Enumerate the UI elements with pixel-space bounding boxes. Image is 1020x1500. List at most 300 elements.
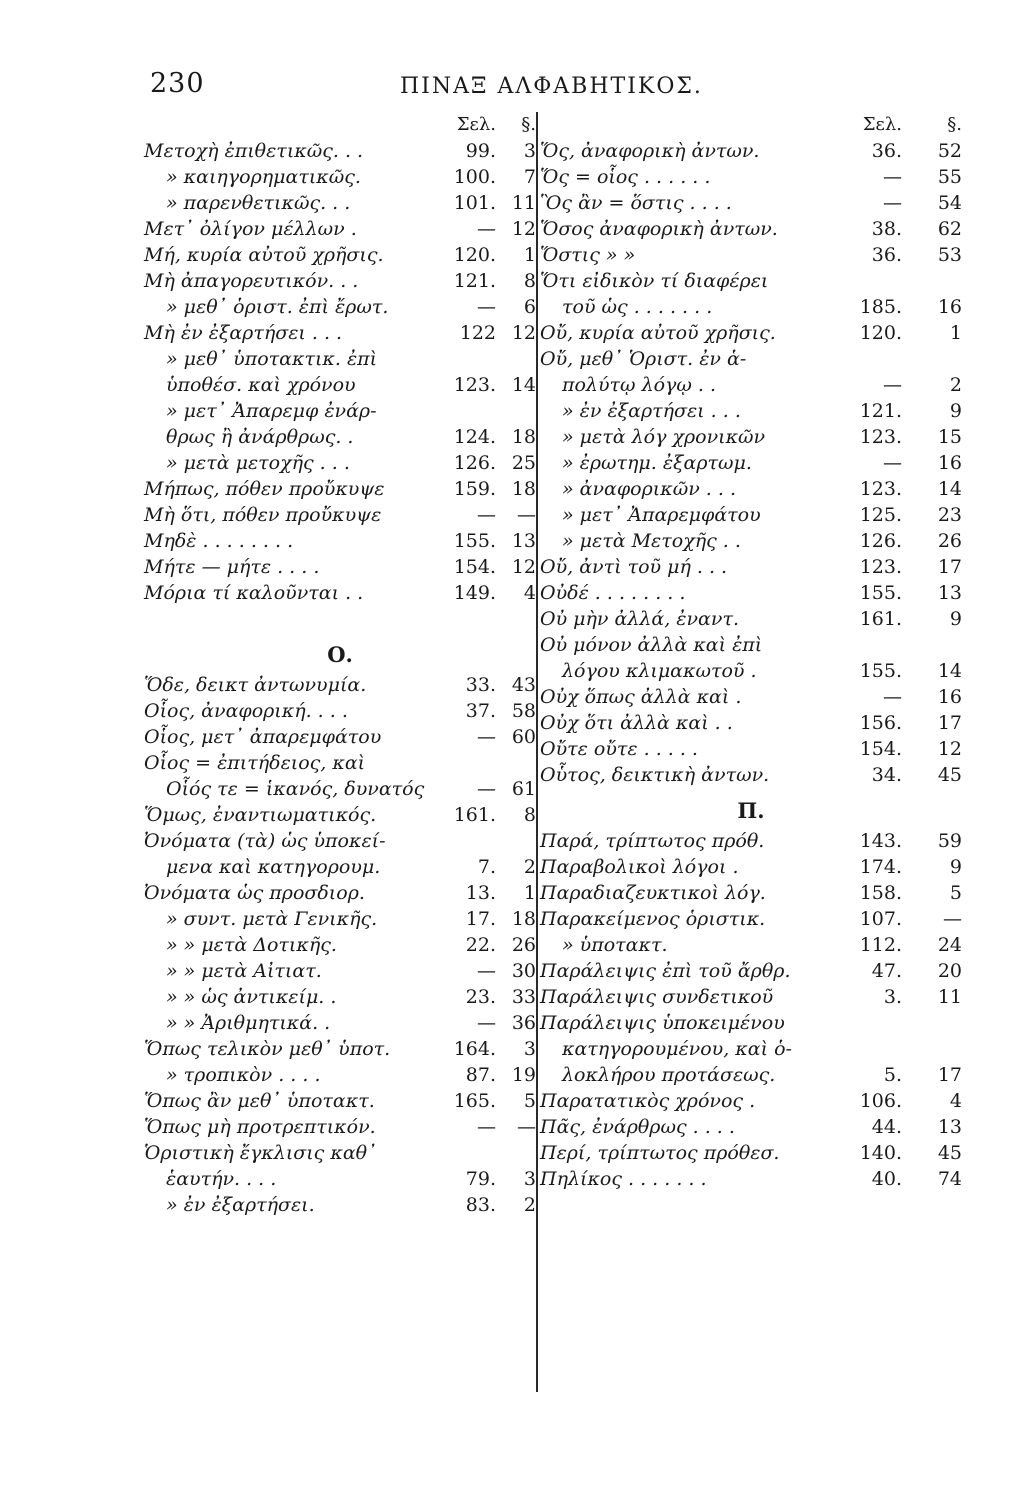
entry-section: 20 <box>937 960 962 982</box>
entry-term: » μετ᾽ Ἀπαρεμφάτου <box>562 504 761 526</box>
entry-section: 9 <box>949 608 962 630</box>
entry-term: Μήπως, πόθεν προὔκυψε <box>144 478 385 500</box>
entry-term: Μὴ ὅτι, πόθεν προὔκυψε <box>144 504 382 526</box>
entry-section: 11 <box>511 192 536 214</box>
index-entry <box>540 580 962 606</box>
entry-term: Μετ᾽ ὀλίγον μέλλων . <box>144 218 357 240</box>
entry-section: 16 <box>937 452 962 474</box>
entry-page: 34. <box>871 764 902 786</box>
entry-section: — <box>517 1116 536 1138</box>
index-entry <box>144 776 536 802</box>
entry-section: 3 <box>523 140 536 162</box>
entry-term: Οὗτος, δεικτικὴ ἀντων. <box>540 764 770 786</box>
entry-page: 106. <box>859 1090 902 1112</box>
entry-page: 121. <box>859 400 902 422</box>
entry-term: Παρατατικὸς χρόνος . <box>540 1090 756 1112</box>
entry-page: 156. <box>859 712 902 734</box>
entry-section: 17 <box>937 556 962 578</box>
index-entry <box>144 1036 536 1062</box>
entry-section: 13 <box>511 530 536 552</box>
entry-section: 36 <box>511 1012 536 1034</box>
entry-term: » τροπικὸν . . . . <box>166 1064 321 1086</box>
entry-page: — <box>477 1012 496 1034</box>
index-entry <box>540 1140 962 1166</box>
entry-term: Παρά, τρίπτωτος πρόθ. <box>540 830 765 852</box>
index-entry <box>540 1036 962 1062</box>
entry-section: 61 <box>511 778 536 800</box>
index-entry <box>540 906 962 932</box>
entry-term: Οἷος, ἀναφορική. . . . <box>144 700 348 722</box>
entry-term: » μετὰ μετοχῆς . . . <box>166 452 350 474</box>
entry-term: » ἐν ἐξαρτήσει . . . <box>562 400 741 422</box>
entry-term: Οἷος, μετ᾽ ἀπαρεμφάτου <box>144 726 382 748</box>
index-entry <box>540 320 962 346</box>
entry-term: Μὴ ἀπαγορευτικόν. . . <box>144 270 359 292</box>
index-entry <box>540 398 962 424</box>
entry-page: — <box>883 374 902 396</box>
index-entry <box>540 1114 962 1140</box>
entry-term: Πᾶς, ἐνάρθρως . . . . <box>540 1116 735 1138</box>
entry-page: 124. <box>453 426 496 448</box>
entry-term: Περί, τρίπτωτος πρόθεσ. <box>540 1142 780 1164</box>
index-entry <box>144 580 536 606</box>
index-entry <box>144 1114 536 1140</box>
entry-page: 123. <box>859 556 902 578</box>
entry-term: » μετ᾽ Ἀπαρεμφ ἐνάρ- <box>166 400 377 422</box>
entry-page: 161. <box>453 804 496 826</box>
entry-page: 122 <box>459 322 496 344</box>
entry-page: — <box>477 1116 496 1138</box>
page-column-label: Σελ. <box>456 114 496 135</box>
index-entry <box>144 672 536 698</box>
entry-section: 55 <box>937 166 962 188</box>
entry-term: Οὐχ ὅτι ἀλλὰ καὶ . . <box>540 712 733 734</box>
entry-page: — <box>883 166 902 188</box>
index-entry <box>144 828 536 854</box>
entry-page: 7. <box>477 856 496 878</box>
entry-section: 6 <box>523 296 536 318</box>
entry-term: μενα καὶ κατηγορουμ. <box>166 856 381 878</box>
index-entry <box>540 854 962 880</box>
index-entry <box>144 932 536 958</box>
index-entry <box>540 372 962 398</box>
page-number: 230 <box>150 68 205 99</box>
index-entry <box>144 958 536 984</box>
entry-section: 12 <box>511 322 536 344</box>
entry-term: » συντ. μετὰ Γενικῆς. <box>166 908 378 930</box>
entry-section: 11 <box>937 986 962 1008</box>
entry-section: 15 <box>937 426 962 448</box>
letter-heading: Ο. <box>327 642 353 667</box>
index-entry <box>144 984 536 1010</box>
entry-page: 154. <box>453 556 496 578</box>
entry-term: Μή, κυρία αὐτοῦ χρῆσις. <box>144 244 384 266</box>
entry-page: 107. <box>859 908 902 930</box>
entry-term: κατηγορουμένου, καὶ ὁ- <box>562 1038 792 1060</box>
entry-section: 45 <box>937 1142 962 1164</box>
entry-term: Παράλειψις ὑποκειμένου <box>540 1012 785 1034</box>
entry-term: Οὔ, ἀντὶ τοῦ μή . . . <box>540 556 728 578</box>
index-entry <box>540 880 962 906</box>
entry-section: 74 <box>937 1168 962 1190</box>
entry-page: 37. <box>465 700 496 722</box>
index-entry <box>144 1088 536 1114</box>
entry-term: » παρενθετικῶς. . . <box>166 192 351 214</box>
entry-term: » μεθ᾽ ὑποτακτικ. ἐπὶ <box>166 348 378 370</box>
entry-page: — <box>477 960 496 982</box>
entry-page: 125. <box>859 504 902 526</box>
index-entry <box>540 268 962 294</box>
entry-term: τοῦ ὡς . . . . . . . <box>562 296 713 318</box>
entry-page: 87. <box>465 1064 496 1086</box>
entry-section: 60 <box>511 726 536 748</box>
letter-heading: Π. <box>737 798 765 823</box>
entry-section: — <box>943 908 962 930</box>
entry-section: 17 <box>937 1064 962 1086</box>
entry-page: 13. <box>465 882 496 904</box>
entry-page: 155. <box>453 530 496 552</box>
index-entry <box>144 450 536 476</box>
entry-term: Ὅμως, ἐναντιωματικός. <box>144 804 377 826</box>
entry-term: Ὁριστικὴ ἔγκλισις καθ᾽ <box>144 1142 377 1164</box>
entry-section: 17 <box>937 712 962 734</box>
index-entry <box>540 528 962 554</box>
index-entry <box>540 294 962 320</box>
entry-page: — <box>477 504 496 526</box>
section-column-label: §. <box>521 114 536 135</box>
entry-section: 25 <box>511 452 536 474</box>
entry-term: Ὅστις » » <box>540 244 636 266</box>
entry-section: 4 <box>523 582 536 604</box>
entry-section: 12 <box>937 738 962 760</box>
entry-page: 155. <box>859 660 902 682</box>
entry-section: 52 <box>937 140 962 162</box>
entry-term: Μόρια τί καλοῦνται . . <box>144 582 364 604</box>
entry-page: 126. <box>453 452 496 474</box>
column-header <box>144 112 536 138</box>
entry-page: 99. <box>465 140 496 162</box>
entry-page: 174. <box>859 856 902 878</box>
entry-term: Οὐ μόνον ἀλλὰ καὶ ἐπὶ <box>540 634 763 656</box>
entry-page: 22. <box>465 934 496 956</box>
entry-term: Οὐδέ . . . . . . . . <box>540 582 686 604</box>
entry-term: λοκλήρου προτάσεως. <box>562 1064 776 1086</box>
index-entry <box>540 554 962 580</box>
entry-term: » μετὰ λόγ χρονικῶν <box>562 426 766 448</box>
index-entry <box>144 424 536 450</box>
entry-term: » » μετὰ Δοτικῆς. <box>166 934 337 956</box>
entry-section: 62 <box>937 218 962 240</box>
index-entry <box>540 984 962 1010</box>
index-entry <box>144 854 536 880</box>
entry-page: 5. <box>883 1064 902 1086</box>
entry-section: 13 <box>937 1116 962 1138</box>
index-entry <box>144 880 536 906</box>
entry-term: Οἷός τε = ἱκανός, δυνατός <box>166 778 425 800</box>
running-title: ΠΙΝΑΞ ΑΛΦΑΒΗΤΙΚΟΣ. <box>400 74 703 99</box>
entry-section: 26 <box>511 934 536 956</box>
entry-term: » ἀναφορικῶν . . . <box>562 478 736 500</box>
entry-section: 23 <box>937 504 962 526</box>
entry-section: 16 <box>937 296 962 318</box>
index-entry <box>144 1010 536 1036</box>
index-entry <box>144 1192 536 1218</box>
index-entry <box>144 294 536 320</box>
entry-term: Πηλίκος . . . . . . . <box>540 1168 707 1190</box>
entry-section: 3 <box>523 1038 536 1060</box>
entry-page: 100. <box>453 166 496 188</box>
index-entry <box>144 190 536 216</box>
entry-page: 101. <box>453 192 496 214</box>
entry-section: 26 <box>937 530 962 552</box>
column-header <box>540 112 962 138</box>
entry-term: Παραβολικοὶ λόγοι . <box>540 856 739 878</box>
entry-term: » » ὡς ἀντικείμ. . <box>166 986 337 1008</box>
entry-page: 126. <box>859 530 902 552</box>
entry-section: 14 <box>937 478 962 500</box>
entry-term: » ἐν ἐξαρτήσει. <box>166 1194 315 1216</box>
entry-term: λόγου κλιμακωτοῦ . <box>562 660 757 682</box>
index-entry <box>144 242 536 268</box>
entry-term: Ὅπως ἂν μεθ᾽ ὑποτακτ. <box>144 1090 375 1112</box>
entry-page: 149. <box>453 582 496 604</box>
entry-section: 1 <box>523 244 536 266</box>
entry-section: 2 <box>949 374 962 396</box>
index-entry <box>144 346 536 372</box>
index-entry <box>540 138 962 164</box>
entry-page: 112. <box>859 934 902 956</box>
entry-term: ἑαυτήν. . . . <box>166 1168 277 1190</box>
entry-page: 33. <box>465 674 496 696</box>
entry-page: 44. <box>871 1116 902 1138</box>
entry-page: — <box>477 778 496 800</box>
entry-page: — <box>883 452 902 474</box>
entry-section: 33 <box>511 986 536 1008</box>
entry-section: 12 <box>511 218 536 240</box>
entry-section: 18 <box>511 426 536 448</box>
section-heading-row <box>144 632 536 672</box>
entry-page: — <box>883 686 902 708</box>
index-entry <box>540 216 962 242</box>
entry-section: 45 <box>937 764 962 786</box>
entry-section: 18 <box>511 908 536 930</box>
entry-page: 159. <box>453 478 496 500</box>
entry-section: 5 <box>949 882 962 904</box>
entry-page: 17. <box>465 908 496 930</box>
entry-page: 38. <box>871 218 902 240</box>
index-entry <box>144 138 536 164</box>
index-entry <box>540 658 962 684</box>
entry-term: » » Ἀριθμητικά. . <box>166 1012 331 1034</box>
section-heading-row <box>540 788 962 828</box>
column-divider <box>536 112 538 1392</box>
entry-term: Ὅς, ἀναφορικὴ ἀντων. <box>540 140 760 162</box>
entry-term: Οὔτε οὔτε . . . . . <box>540 738 698 760</box>
entry-term: Οὐ μὴν ἀλλά, ἐναντ. <box>540 608 739 630</box>
entry-term: » ἐρωτημ. ἐξαρτωμ. <box>562 452 752 474</box>
entry-page: — <box>477 218 496 240</box>
entry-page: 3. <box>883 986 902 1008</box>
entry-page: 23. <box>465 986 496 1008</box>
entry-section: 53 <box>937 244 962 266</box>
entry-section: 30 <box>511 960 536 982</box>
entry-term: Οὐχ ὅπως ἀλλὰ καὶ . <box>540 686 742 708</box>
index-entry <box>540 1062 962 1088</box>
entry-page: 36. <box>871 140 902 162</box>
entry-page: 40. <box>871 1168 902 1190</box>
index-entry <box>540 424 962 450</box>
entry-page: 161. <box>859 608 902 630</box>
index-entry <box>540 684 962 710</box>
index-entry <box>540 958 962 984</box>
index-entry <box>540 710 962 736</box>
index-entry <box>144 528 536 554</box>
page-header <box>0 62 1020 112</box>
entry-page: — <box>477 726 496 748</box>
index-entry <box>540 450 962 476</box>
index-entry <box>540 476 962 502</box>
entry-section: 24 <box>937 934 962 956</box>
entry-term: Οὔ, κυρία αὐτοῦ χρῆσις. <box>540 322 776 344</box>
index-entry <box>144 216 536 242</box>
entry-section: 2 <box>523 856 536 878</box>
section-column-label: §. <box>947 114 962 135</box>
index-entry <box>144 268 536 294</box>
entry-term: Μήτε — μήτε . . . . <box>144 556 320 578</box>
entry-term: Ὀνόματα (τὰ) ὡς ὑποκεί- <box>144 830 386 852</box>
entry-term: Ὅπως μὴ προτρεπτικόν. <box>144 1116 376 1138</box>
index-entry <box>540 932 962 958</box>
index-entry <box>144 372 536 398</box>
entry-term: Ὅσος ἀναφορικὴ ἀντων. <box>540 218 778 240</box>
entry-term: Ὅδε, δεικτ ἀντωνυμία. <box>144 674 367 696</box>
entry-section: 1 <box>949 322 962 344</box>
entry-section: 5 <box>523 1090 536 1112</box>
entry-page: 164. <box>453 1038 496 1060</box>
index-entry <box>144 606 536 632</box>
index-entry <box>144 502 536 528</box>
index-entry <box>540 632 962 658</box>
entry-term: Μετοχὴ ἐπιθετικῶς. . . <box>144 140 364 162</box>
entry-page: 165. <box>453 1090 496 1112</box>
index-entry <box>540 502 962 528</box>
entry-term: Παραδιαζευκτικοὶ λόγ. <box>540 882 766 904</box>
entry-term: Οὔ, μεθ᾽ Ὁριστ. ἐν ἁ- <box>540 348 747 370</box>
entry-section: 8 <box>523 270 536 292</box>
index-entry <box>144 724 536 750</box>
entry-section: — <box>517 504 536 526</box>
entry-page: 121. <box>453 270 496 292</box>
entry-page: 120. <box>453 244 496 266</box>
index-entry <box>144 164 536 190</box>
index-entry <box>144 906 536 932</box>
index-entry <box>540 1166 962 1192</box>
entry-page: 140. <box>859 1142 902 1164</box>
index-entry <box>144 554 536 580</box>
index-entry <box>144 802 536 828</box>
entry-term: Ὅτι εἰδικὸν τί διαφέρει <box>540 270 769 292</box>
index-entry <box>144 698 536 724</box>
entry-section: 8 <box>523 804 536 826</box>
entry-page: 143. <box>859 830 902 852</box>
entry-term: » μετὰ Μετοχῆς . . <box>562 530 741 552</box>
entry-section: 7 <box>523 166 536 188</box>
entry-section: 13 <box>937 582 962 604</box>
entry-section: 1 <box>523 882 536 904</box>
entry-section: 54 <box>937 192 962 214</box>
entry-term: θρως ἢ ἀνάρθρως. . <box>166 426 354 448</box>
entry-section: 3 <box>523 1168 536 1190</box>
index-entry <box>540 736 962 762</box>
entry-term: πολύτῳ λόγῳ . . <box>562 374 717 396</box>
entry-section: 2 <box>523 1194 536 1216</box>
entry-term: Παράλειψις ἐπὶ τοῦ ἄρθρ. <box>540 960 791 982</box>
entry-term: Μὴ ἐν ἐξαρτήσει . . . <box>144 322 343 344</box>
entry-term: » μεθ᾽ ὁριστ. ἐπὶ ἔρωτ. <box>166 296 389 318</box>
entry-page: 36. <box>871 244 902 266</box>
index-entry <box>540 190 962 216</box>
index-column-left <box>144 112 536 1218</box>
entry-term: Ὅπως τελικὸν μεθ᾽ ὑποτ. <box>144 1038 391 1060</box>
entry-section: 4 <box>949 1090 962 1112</box>
entry-term: Παρακείμενος ὁριστικ. <box>540 908 766 930</box>
entry-section: 19 <box>511 1064 536 1086</box>
entry-section: 43 <box>511 674 536 696</box>
entry-page: — <box>883 192 902 214</box>
entry-term: Ὅς = οἷος . . . . . . <box>540 166 711 188</box>
index-entry <box>144 1166 536 1192</box>
entry-section: 59 <box>937 830 962 852</box>
entry-page: 185. <box>859 296 902 318</box>
index-entry <box>540 346 962 372</box>
entry-page: 155. <box>859 582 902 604</box>
index-entry <box>144 320 536 346</box>
index-column-right <box>540 112 962 1192</box>
entry-term: Παράλειψις συνδετικοῦ <box>540 986 774 1008</box>
entry-page: 120. <box>859 322 902 344</box>
index-entry <box>540 1010 962 1036</box>
index-entry <box>540 762 962 788</box>
entry-term: Οἷος = ἐπιτήδειος, καὶ <box>144 752 366 774</box>
entry-section: 18 <box>511 478 536 500</box>
entry-section: 9 <box>949 400 962 422</box>
entry-term: Ὃς ἂν = ὅστις . . . . <box>540 192 732 214</box>
page-column-label: Σελ. <box>862 114 902 135</box>
entry-page: 154. <box>859 738 902 760</box>
entry-page: — <box>477 296 496 318</box>
entry-term: Μηδὲ . . . . . . . . <box>144 530 294 552</box>
entry-section: 58 <box>511 700 536 722</box>
index-entry <box>144 1140 536 1166</box>
entry-page: 123. <box>859 426 902 448</box>
index-entry <box>540 828 962 854</box>
entry-page: 158. <box>859 882 902 904</box>
entry-page: 47. <box>871 960 902 982</box>
entry-section: 16 <box>937 686 962 708</box>
entry-term: » καιηγορηματικῶς. <box>166 166 361 188</box>
entry-term: Ὀνόματα ὡς προσδιορ. <box>144 882 365 904</box>
index-entry <box>540 242 962 268</box>
entry-section: 12 <box>511 556 536 578</box>
index-entry <box>540 164 962 190</box>
entry-section: 14 <box>937 660 962 682</box>
entry-term: » » μετὰ Αἰτιατ. <box>166 960 322 982</box>
entry-section: 14 <box>511 374 536 396</box>
index-entry <box>144 398 536 424</box>
index-entry <box>540 1088 962 1114</box>
entry-term: » ὑποτακτ. <box>562 934 668 956</box>
entry-section: 9 <box>949 856 962 878</box>
